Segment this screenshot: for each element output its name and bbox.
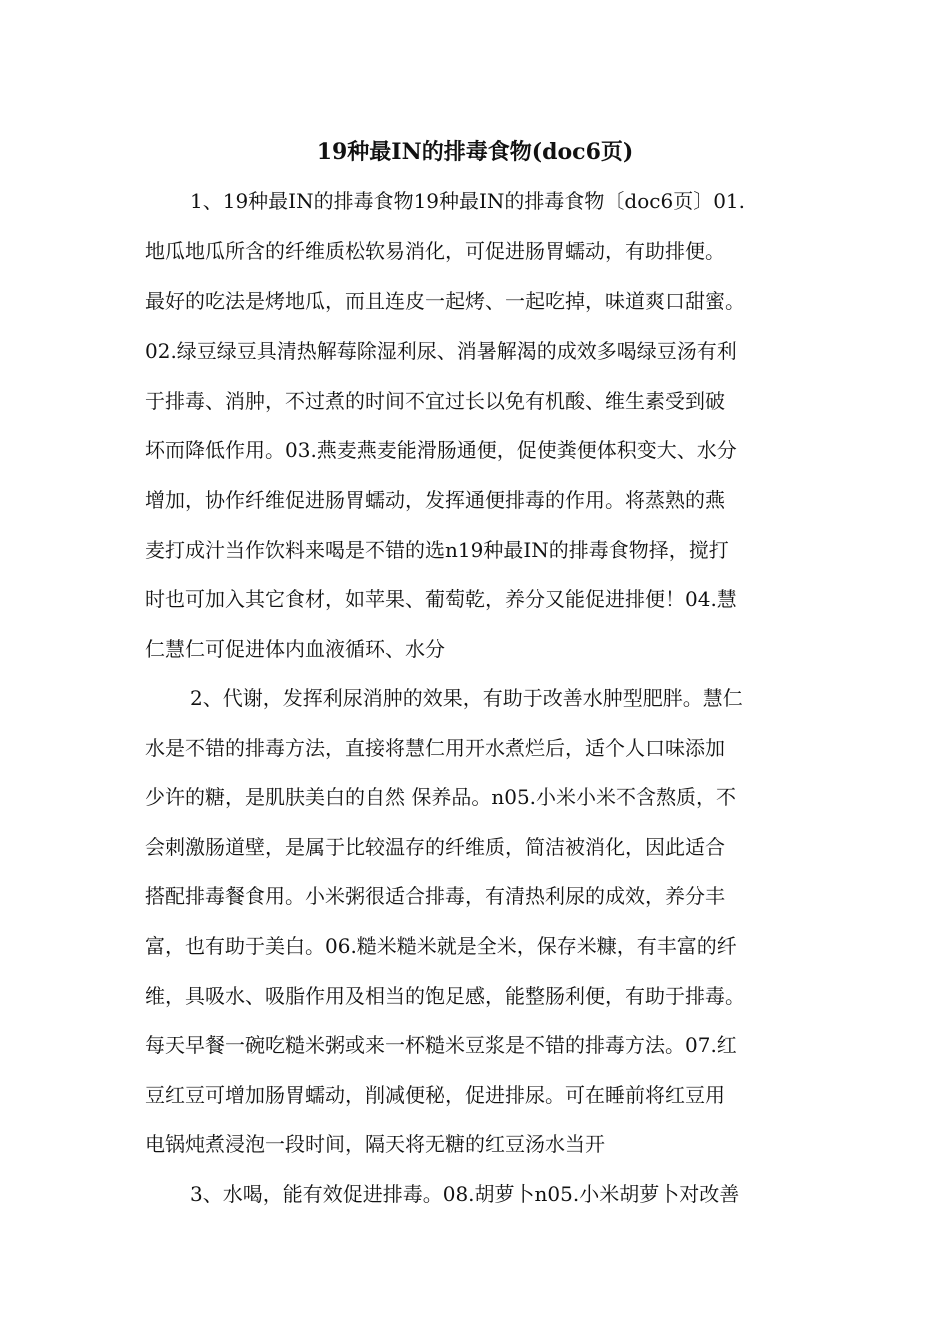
paragraph-line: 地瓜地瓜所含的纤维质松软易消化，可促进肠胃蠕动，有助排便。 [145,239,725,263]
paragraph-line: 3、水喝，能有效促进排毒。08.胡萝卜n05.小米胡萝卜对改善 [190,1182,740,1206]
paragraph-line: 麦打成汁当作饮料来喝是不错的选n19种最IN的排毒食物择，搅打 [145,538,729,562]
paragraph-line: 时也可加入其它食材，如苹果、葡萄乾，养分又能促进排便！04.慧 [145,587,737,611]
paragraph-line: 最好的吃法是烤地瓜，而且连皮一起烤、一起吃掉，味道爽口甜蜜。 [145,289,745,313]
paragraph-line: 富，也有助于美白。06.糙米糙米就是全米，保存米糠，有丰富的纤 [145,934,737,958]
paragraph-line: 会刺激肠道壁，是属于比较温存的纤维质，简洁被消化，因此适合 [145,835,725,859]
paragraph-line: 坏而降低作用。03.燕麦燕麦能滑肠通便，促使粪便体积变大、水分 [145,438,737,462]
paragraph-line: 维，具吸水、吸脂作用及相当的饱足感，能整肠利便，有助于排毒。 [145,984,745,1008]
paragraph-line: 增加，协作纤维促进肠胃蠕动，发挥通便排毒的作用。将蒸熟的燕 [145,488,725,512]
paragraph-line: 仁慧仁可促进体内血液循环、水分 [145,637,445,661]
paragraph-line: 1、19种最IN的排毒食物19种最IN的排毒食物〔doc6页〕01. [190,189,745,213]
paragraph-line: 搭配排毒餐食用。小米粥很适合排毒，有清热利尿的成效，养分丰 [145,884,725,908]
paragraph-line: 电锅炖煮浸泡一段时间，隔天将无糖的红豆汤水当开 [145,1132,605,1156]
paragraph-line: 02.绿豆绿豆具清热解莓除湿利尿、消暑解渴的成效多喝绿豆汤有利 [145,339,737,363]
paragraph-line: 于排毒、消肿，不过煮的时间不宜过长以免有机酸、维生素受到破 [145,389,725,413]
paragraph-line: 少许的糖，是肌肤美白的自然 保养品。n05.小米小米不含熬质，不 [145,785,737,809]
paragraph-line: 豆红豆可增加肠胃蠕动，削减便秘，促进排尿。可在睡前将红豆用 [145,1083,725,1107]
document-title: 19种最IN的排毒食物(doc6页) [316,139,634,165]
paragraph-line: 水是不错的排毒方法，直接将慧仁用开水煮烂后，适个人口味添加 [145,736,725,760]
paragraph-line: 每天早餐一碗吃糙米粥或来一杯糙米豆浆是不错的排毒方法。07.红 [145,1033,737,1057]
paragraph-line: 2、代谢，发挥利尿消肿的效果，有助于改善水肿型肥胖。慧仁 [190,686,743,710]
